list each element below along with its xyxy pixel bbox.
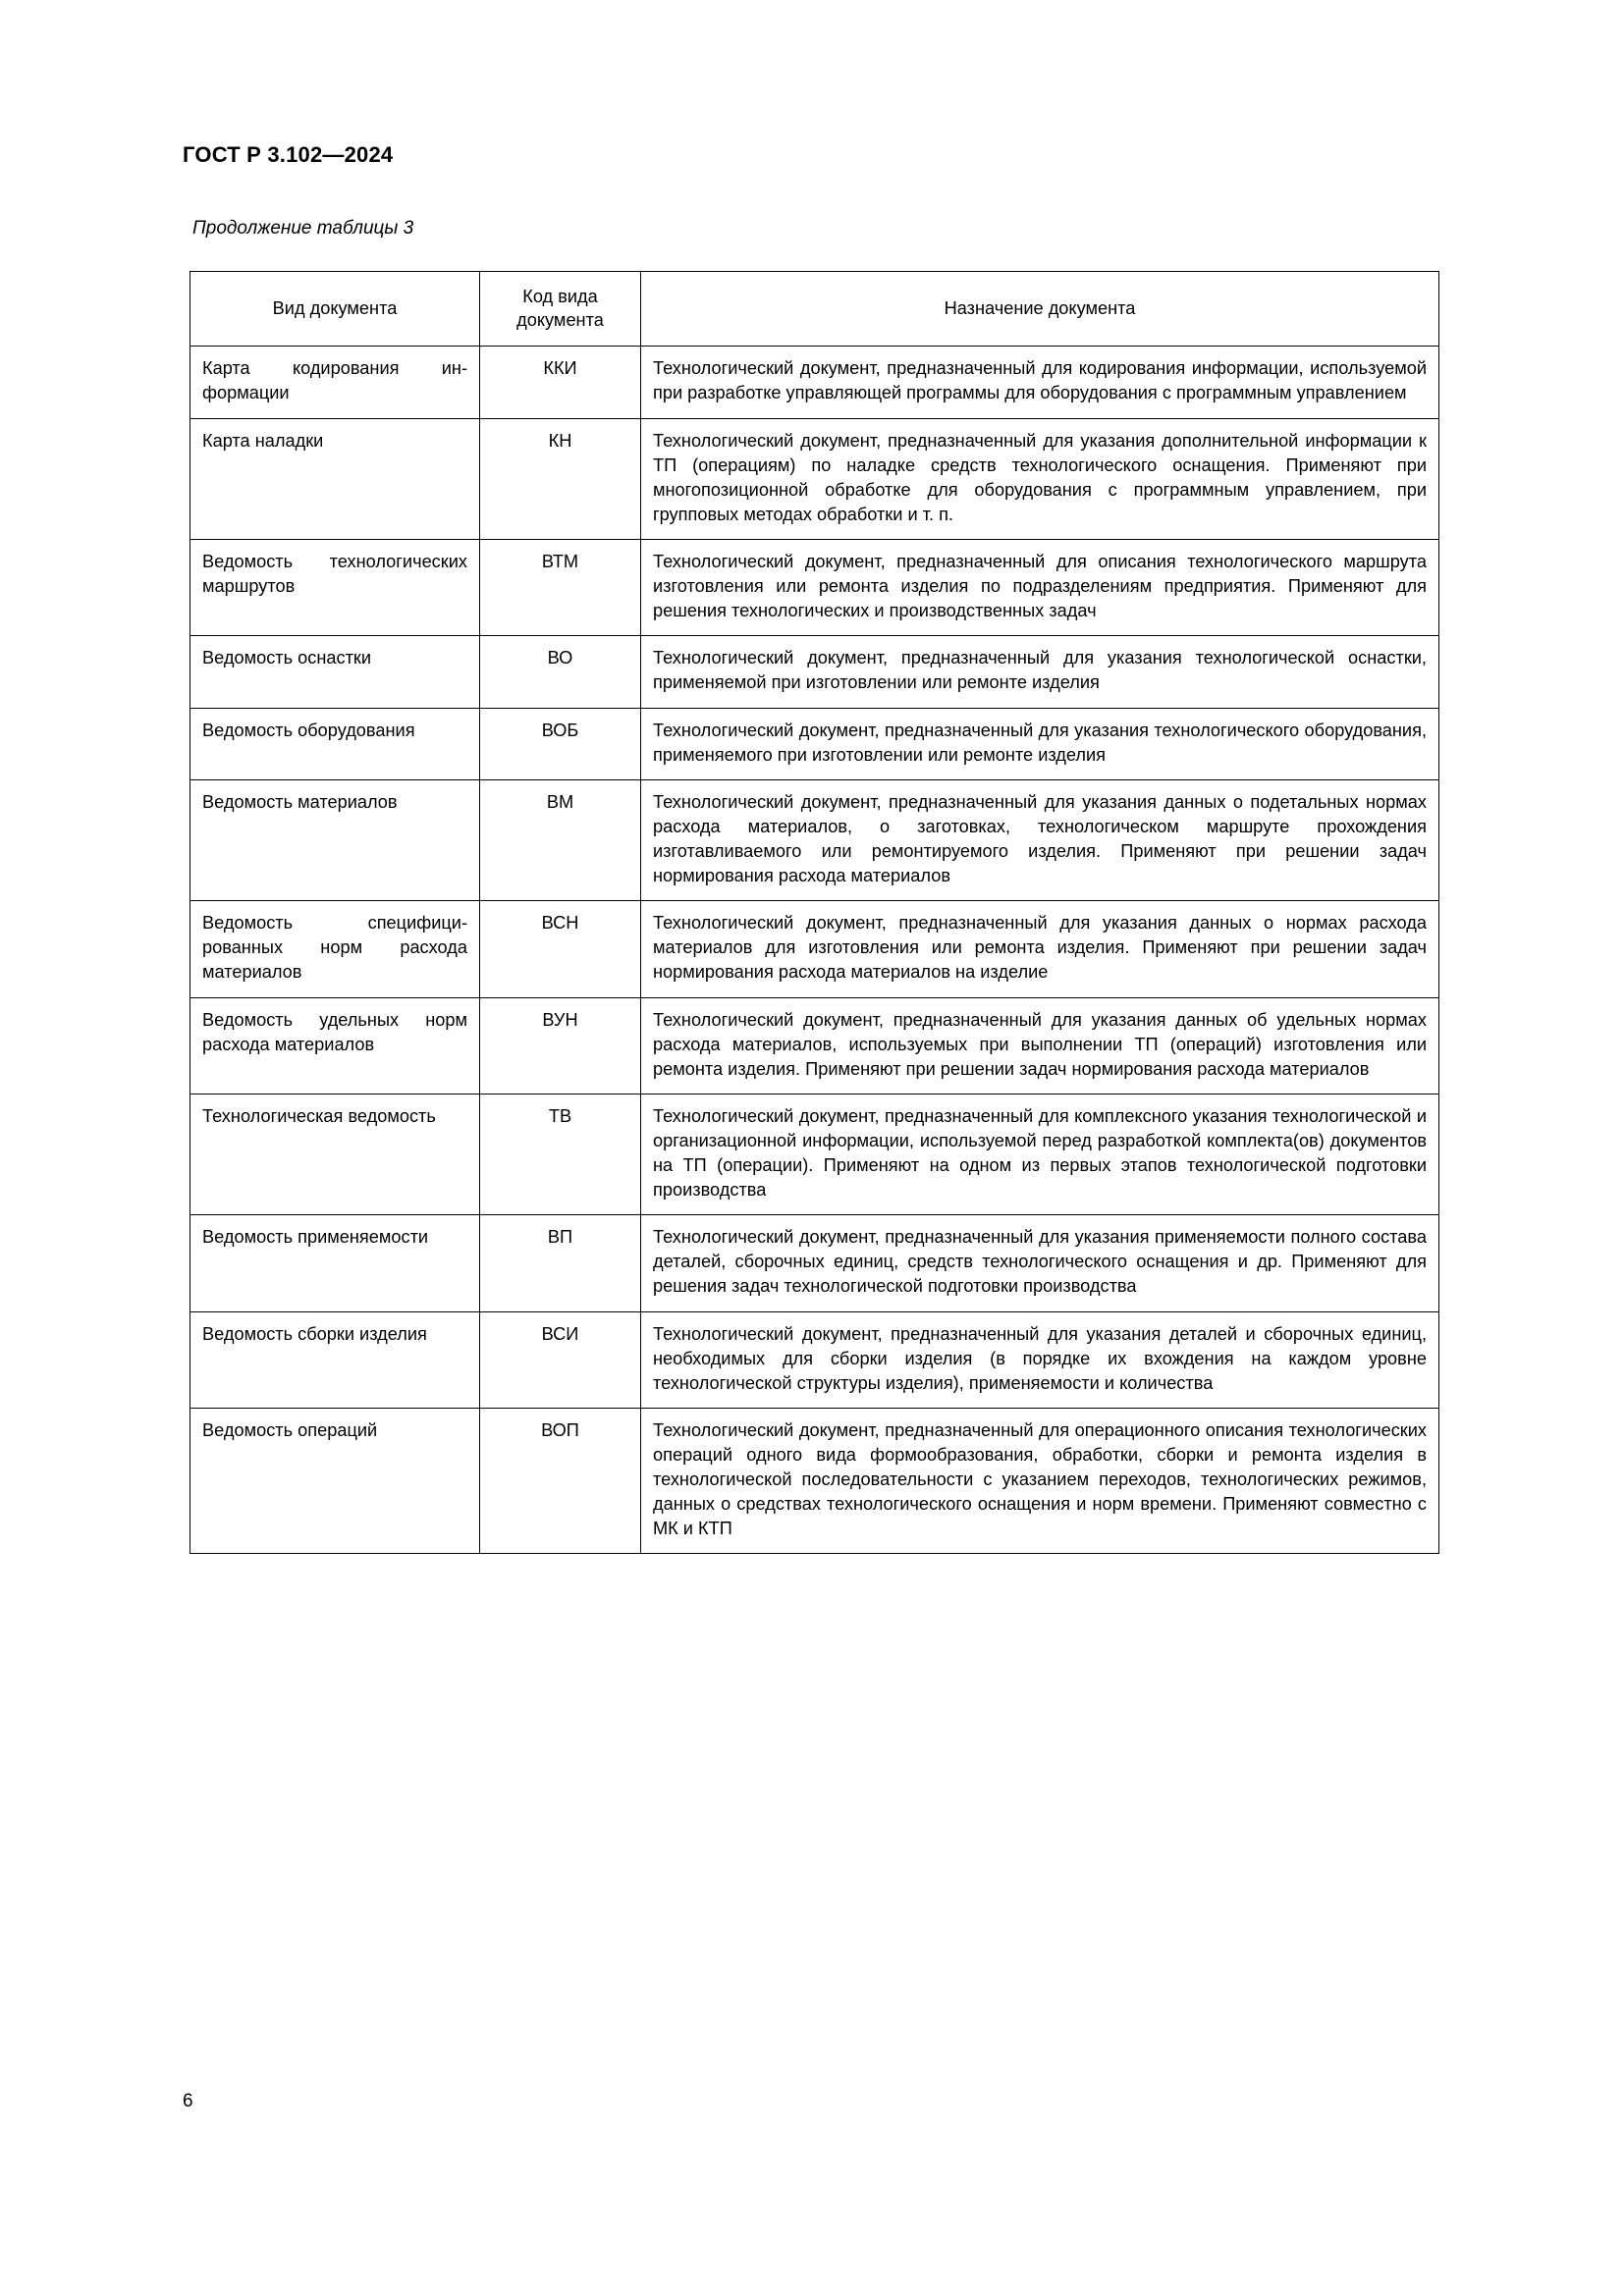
cell-code: ККИ xyxy=(480,347,641,418)
table-row xyxy=(190,636,1439,708)
cell-purpose: Технологический документ, предназначенный для комплексного указания технологической и организационной информации, используемой перед разработкой комплекта(ов) документов на ТП (операции). Применяют на одном из первых этапов технологической подготовки производства xyxy=(641,1094,1439,1214)
table-caption: Продолжение таблицы 3 xyxy=(192,218,414,239)
table-row xyxy=(190,1311,1439,1408)
table-row xyxy=(190,347,1439,418)
cell-code: ВОБ xyxy=(480,708,641,779)
cell-kind: Карта наладки xyxy=(190,418,480,539)
table-row xyxy=(190,1408,1439,1554)
cell-purpose: Технологический документ, предназначенный для указания применяемости полного состава деталей, сборочных единиц, средств технологического оснащения и др. Применяют для решения задач технологической подготовки производства xyxy=(641,1215,1439,1311)
cell-kind: Карта кодирования информации xyxy=(190,347,480,418)
column-header-kind: Вид документа xyxy=(190,272,480,347)
page-number: 6 xyxy=(183,2091,193,2111)
cell-purpose: Технологический документ, предназначенный для указания деталей и сборочных единиц, необходимых для сборки изделия (в порядке их вхождения на каждом уровне технологической структуры изделия), применяемости и количества xyxy=(641,1311,1439,1408)
cell-kind: Ведомость удельных норм расхода материалов xyxy=(190,997,480,1094)
table-row xyxy=(190,708,1439,779)
cell-code: ВСИ xyxy=(480,1311,641,1408)
cell-kind: Ведомость оснастки xyxy=(190,636,480,708)
table-header-row xyxy=(190,272,1439,347)
cell-purpose: Технологический документ, предназначенный для операционного описания технологических операций одного вида формообразования, обработки, сборки и ремонта изделия в технологической последовательности с указанием переходов, технологических режимов, данных о средствах технологического оснащения и норм времени. Применяют совместно с МК и КТП xyxy=(641,1408,1439,1554)
table-row xyxy=(190,779,1439,900)
cell-kind: Ведомость технологических маршрутов xyxy=(190,539,480,635)
cell-code: ВУН xyxy=(480,997,641,1094)
cell-code: ВО xyxy=(480,636,641,708)
cell-purpose: Технологический документ, предназначенный для указания технологической оснастки, применяемой при изготовлении или ремонте изделия xyxy=(641,636,1439,708)
column-header-code: Код вида документа xyxy=(480,272,641,347)
cell-purpose: Технологический документ, предназначенный для описания технологического маршрута изготовления или ремонта изделия по подразделениям предприятия. Применяют для решения технологических и производственных задач xyxy=(641,539,1439,635)
cell-code: ВТМ xyxy=(480,539,641,635)
cell-kind: Ведомость сборки изделия xyxy=(190,1311,480,1408)
table-row xyxy=(190,539,1439,635)
cell-kind: Ведомость применяемости xyxy=(190,1215,480,1311)
cell-purpose: Технологический документ, предназначенный для указания данных об удельных нормах расхода материалов, используемых при выполнении ТП (операций) изготовления или ремонта изделия. Применяют при решении задач нормирования расхода материалов xyxy=(641,997,1439,1094)
table-row xyxy=(190,418,1439,539)
document-types-table xyxy=(189,271,1439,1554)
cell-purpose: Технологический документ, предназначенный для указания данных о нормах расхода материалов для изготовления или ремонта изделия. Применяют при решении задач нормирования расхода материалов на изделие xyxy=(641,901,1439,997)
cell-kind: Технологическая ведомость xyxy=(190,1094,480,1214)
cell-code: ВП xyxy=(480,1215,641,1311)
table-header xyxy=(190,272,1439,347)
cell-purpose: Технологический документ, предназначенный для указания технологического оборудования, применяемого при изготовлении или ремонте изделия xyxy=(641,708,1439,779)
cell-code: ТВ xyxy=(480,1094,641,1214)
cell-code: КН xyxy=(480,418,641,539)
cell-purpose: Технологический документ, предназначенный для кодирования информации, используемой при разработке управляющей программы для оборудования с программным управлением xyxy=(641,347,1439,418)
page-header: ГОСТ Р 3.102—2024 xyxy=(183,142,394,167)
cell-kind: Ведомость операций xyxy=(190,1408,480,1554)
cell-code: ВОП xyxy=(480,1408,641,1554)
table-row xyxy=(190,1215,1439,1311)
column-header-purpose: Назначение документа xyxy=(641,272,1439,347)
table-row xyxy=(190,901,1439,997)
cell-kind: Ведомость специфицированных норм расхода материалов xyxy=(190,901,480,997)
table-row xyxy=(190,1094,1439,1214)
table-body xyxy=(190,347,1439,1554)
cell-kind: Ведомость оборудования xyxy=(190,708,480,779)
cell-purpose: Технологический документ, предназначенный для указания дополнительной информации к ТП (операциям) по наладке средств технологического оснащения. Применяют при многопозиционной обработке для оборудования с программным управлением, при групповых методах обработки и т. п. xyxy=(641,418,1439,539)
cell-code: ВСН xyxy=(480,901,641,997)
cell-kind: Ведомость материалов xyxy=(190,779,480,900)
cell-code: ВМ xyxy=(480,779,641,900)
cell-purpose: Технологический документ, предназначенный для указания данных о подетальных нормах расхода материалов, о заготовках, технологическом маршруте прохождения изготавливаемого или ремонтируемого изделия. Применяют при решении задач нормирования расхода материалов xyxy=(641,779,1439,900)
table-row xyxy=(190,997,1439,1094)
